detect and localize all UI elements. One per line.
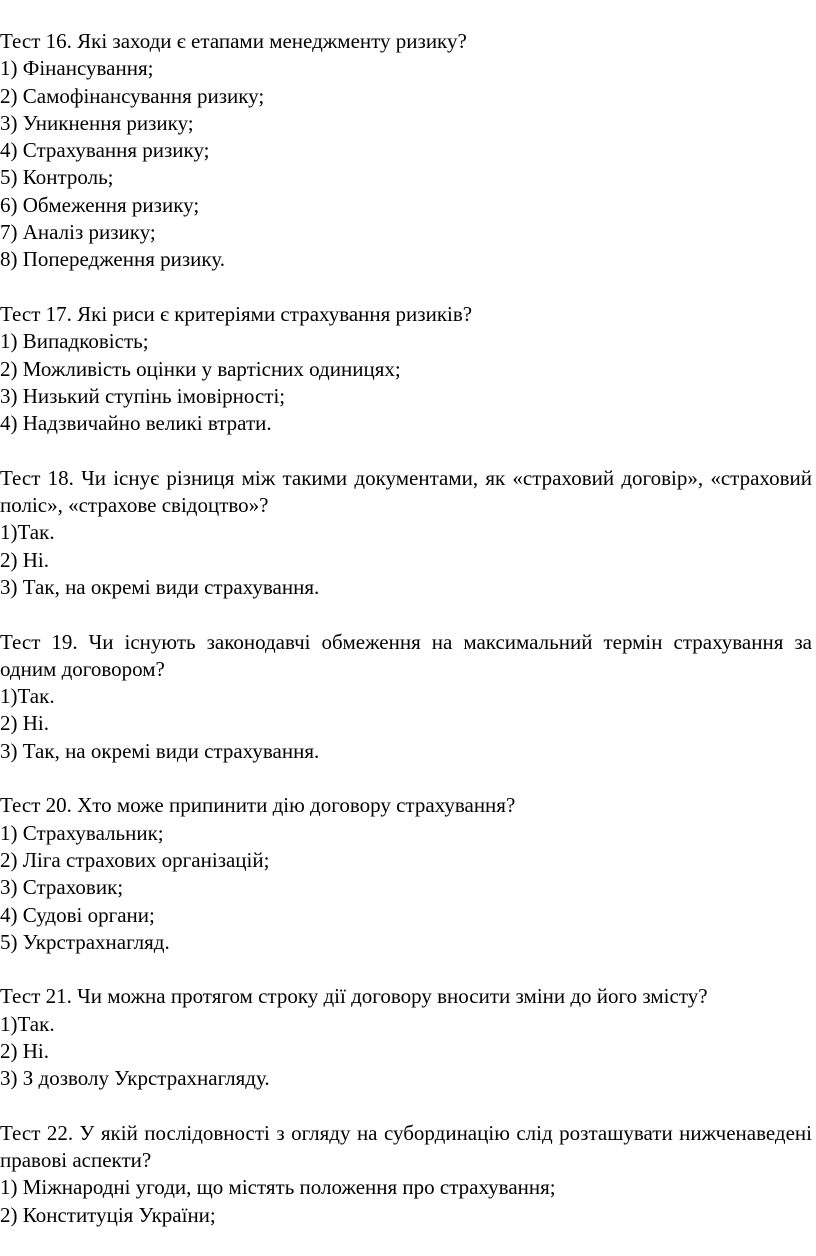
- test-option: 3) З дозволу Укрстрахнагляду.: [0, 1066, 270, 1091]
- test-option: 3) Так, на окремі види страхування.: [0, 738, 320, 763]
- test-option: 6) Обмеження ризику;: [0, 192, 200, 217]
- test-22: [0, 1120, 812, 1229]
- test-question: Тест 16. Які заходи є етапами менеджменту ризику?: [0, 29, 467, 53]
- test-option: 4) Страхування ризику;: [0, 138, 210, 163]
- test-option: 3) Так, на окремі види страхування.: [0, 574, 320, 599]
- test-option: 5) Контроль;: [0, 165, 114, 190]
- test-20: [0, 792, 812, 956]
- test-option: 1)Так.: [0, 684, 55, 709]
- test-17: [0, 301, 812, 437]
- test-option: 1) Міжнародні угоди, що містять положення про страхування;: [0, 1175, 556, 1200]
- test-16: [0, 28, 812, 274]
- test-option: 7) Аналіз ризику;: [0, 220, 156, 245]
- test-option: 2) Ні.: [0, 547, 49, 572]
- document-page: [0, 28, 812, 1256]
- test-question: Тест 20. Хто може припинити дію договору страхування?: [0, 793, 516, 818]
- test-option: 2) Ні.: [0, 711, 49, 736]
- test-option: 2) Можливість оцінки у вартісних одиницях;: [0, 356, 401, 381]
- test-option: 1)Так.: [0, 1011, 55, 1036]
- test-option: 3) Страховик;: [0, 875, 124, 900]
- test-option: 2) Самофінансування ризику;: [0, 83, 265, 108]
- test-question: Тест 22. У якій послідовності з огляду на субординацію слід розташувати нижченаведені правові аспекти?: [0, 1120, 812, 1173]
- test-21: [0, 983, 812, 1092]
- test-option: 4) Надзвичайно великі втрати.: [0, 411, 272, 436]
- test-19: [0, 629, 812, 765]
- test-question: Тест 17. Які риси є критеріями страхування ризиків?: [0, 301, 473, 326]
- test-question: Тест 21. Чи можна протягом строку дії договору вносити зміни до його змісту?: [0, 984, 708, 1009]
- test-option: 8) Попередження ризику.: [0, 247, 225, 272]
- test-option: 2) Конституція України;: [0, 1202, 216, 1227]
- test-option: 1) Фінансування;: [0, 56, 154, 81]
- test-option: 3) Низький ступінь імовірності;: [0, 383, 286, 408]
- test-option: 2) Ні.: [0, 1038, 49, 1063]
- test-option: 5) Укрстрахнагляд.: [0, 929, 170, 954]
- test-question: Тест 19. Чи існують законодавчі обмеження на максимальний термін страхування за одним договором?: [0, 629, 812, 681]
- test-option: 1) Страхувальник;: [0, 820, 164, 845]
- test-18: [0, 465, 812, 601]
- test-option: 3) Уникнення ризику;: [0, 110, 194, 135]
- test-option: 4) Судові органи;: [0, 902, 155, 927]
- test-option: 1) Випадковість;: [0, 329, 149, 354]
- test-option: 2) Ліга страхових організацій;: [0, 847, 270, 872]
- test-option: 1)Так.: [0, 520, 55, 545]
- test-question: Тест 18. Чи існує різниця між такими документами, як «страховий договір», «страховий поліс», «страхове свідоцтво»?: [0, 465, 812, 518]
